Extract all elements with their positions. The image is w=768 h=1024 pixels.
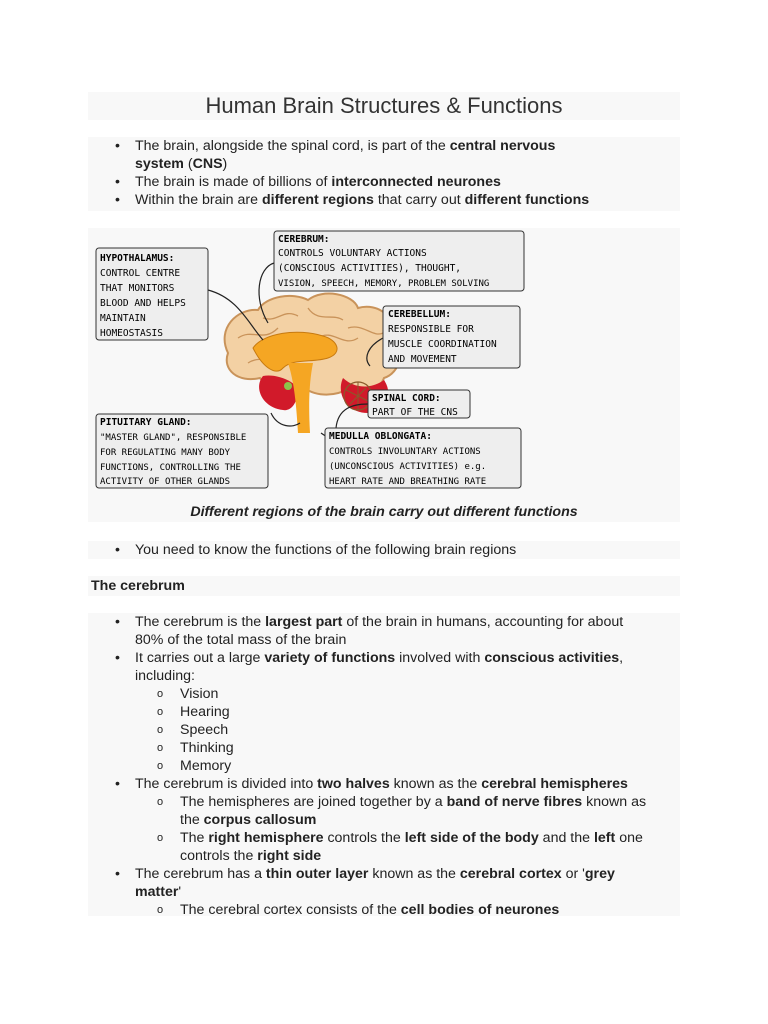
list-item: • The cerebrum has a thin outer layer known as the cerebral cortex or 'grey matter' o The cerebral cortex consists of the cell bodies of neurones (135, 865, 680, 919)
svg-text:AND MOVEMENT: AND MOVEMENT (388, 354, 457, 365)
svg-text:PART OF THE CNS: PART OF THE CNS (372, 407, 458, 418)
list-item: • The cerebrum is the largest part of the brain in humans, accounting for about 80% of the total mass of the brain (135, 613, 680, 649)
label-spinal-cord (368, 390, 470, 418)
svg-text:HEART RATE AND BREATHING RATE: HEART RATE AND BREATHING RATE (329, 477, 487, 487)
page-title: Human Brain Structures & Functions (88, 92, 680, 120)
list-item: • The cerebrum is divided into two halves known as the cerebral hemispheres o The hemispheres are joined together by a band of nerve fibres known as the corpus callosum o The right hemisphere controls the left side of the body and the left one controls the right side (135, 775, 680, 865)
svg-text:HYPOTHALAMUS:: HYPOTHALAMUS: (100, 253, 175, 264)
figure-caption: Different regions of the brain carry out different functions (190, 504, 578, 520)
svg-text:VISION, SPEECH, MEMORY, PROBLE: VISION, SPEECH, MEMORY, PROBLEM SOLVING (278, 279, 490, 289)
svg-text:CONTROL CENTRE: CONTROL CENTRE (100, 268, 181, 279)
svg-text:CONTROLS INVOLUNTARY ACTIONS: CONTROLS INVOLUNTARY ACTIONS (329, 447, 481, 457)
label-medulla-oblongata (325, 428, 521, 488)
list-item: • You need to know the functions of the following brain regions (135, 541, 680, 559)
svg-text:"MASTER GLAND", RESPONSIBLE: "MASTER GLAND", RESPONSIBLE (100, 433, 247, 443)
svg-text:(UNCONSCIOUS ACTIVITIES) e.g.: (UNCONSCIOUS ACTIVITIES) e.g. (329, 462, 487, 472)
need-to-know-section (88, 541, 680, 559)
list-item: o Vision (180, 685, 680, 703)
list-item: o The hemispheres are joined together by a band of nerve fibres known as the corpus callosum (180, 793, 680, 829)
svg-text:CONTROLS VOLUNTARY ACTIONS: CONTROLS VOLUNTARY ACTIONS (278, 248, 427, 259)
list-item: o Speech (180, 721, 680, 739)
intro-section (88, 137, 680, 211)
svg-text:RESPONSIBLE FOR: RESPONSIBLE FOR (388, 324, 474, 335)
svg-text:MUSCLE COORDINATION: MUSCLE COORDINATION (388, 339, 497, 350)
brain-diagram (88, 228, 680, 498)
svg-text:MEDULLA OBLONGATA:: MEDULLA OBLONGATA: (329, 431, 432, 442)
list-item: o The cerebral cortex consists of the cell bodies of neurones (180, 901, 680, 919)
list-item: • It carries out a large variety of functions involved with conscious activities, including: o Vision o Hearing o Speech o Thinking o Memory (135, 649, 680, 775)
list-item: o Hearing (180, 703, 680, 721)
brain-figure (88, 228, 680, 522)
list-item: • The brain, alongside the spinal cord, is part of the central nervous system (CNS) (135, 137, 680, 173)
label-hypothalamus (96, 248, 208, 340)
label-cerebellum (383, 306, 520, 368)
svg-text:MAINTAIN: MAINTAIN (100, 313, 146, 324)
svg-text:BLOOD AND HELPS: BLOOD AND HELPS (100, 298, 186, 309)
list-item: o Thinking (180, 739, 680, 757)
list-item: o Memory (180, 757, 680, 775)
cerebrum-section (88, 613, 680, 916)
svg-text:CEREBELLUM:: CEREBELLUM: (388, 309, 451, 320)
label-cerebrum (274, 231, 524, 291)
list-item: • Within the brain are different regions that carry out different functions (135, 191, 680, 209)
svg-text:(CONSCIOUS ACTIVITIES), THOUGH: (CONSCIOUS ACTIVITIES), THOUGHT, (278, 263, 462, 274)
svg-text:HOMEOSTASIS: HOMEOSTASIS (100, 328, 163, 339)
list-item: • The brain is made of billions of interconnected neurones (135, 173, 680, 191)
section-heading-cerebrum: The cerebrum (88, 576, 680, 596)
svg-text:PITUITARY GLAND:: PITUITARY GLAND: (100, 417, 192, 428)
label-pituitary-gland (96, 414, 268, 488)
list-item: o The right hemisphere controls the left side of the body and the left one controls the right side (180, 829, 680, 865)
svg-text:CEREBRUM:: CEREBRUM: (278, 234, 330, 245)
svg-text:FOR REGULATING MANY BODY: FOR REGULATING MANY BODY (100, 448, 231, 458)
svg-text:ACTIVITY OF OTHER GLANDS: ACTIVITY OF OTHER GLANDS (100, 477, 231, 487)
svg-text:FUNCTIONS, CONTROLLING THE: FUNCTIONS, CONTROLLING THE (100, 463, 241, 473)
svg-text:SPINAL CORD:: SPINAL CORD: (372, 393, 441, 404)
svg-text:THAT MONITORS: THAT MONITORS (100, 283, 175, 294)
